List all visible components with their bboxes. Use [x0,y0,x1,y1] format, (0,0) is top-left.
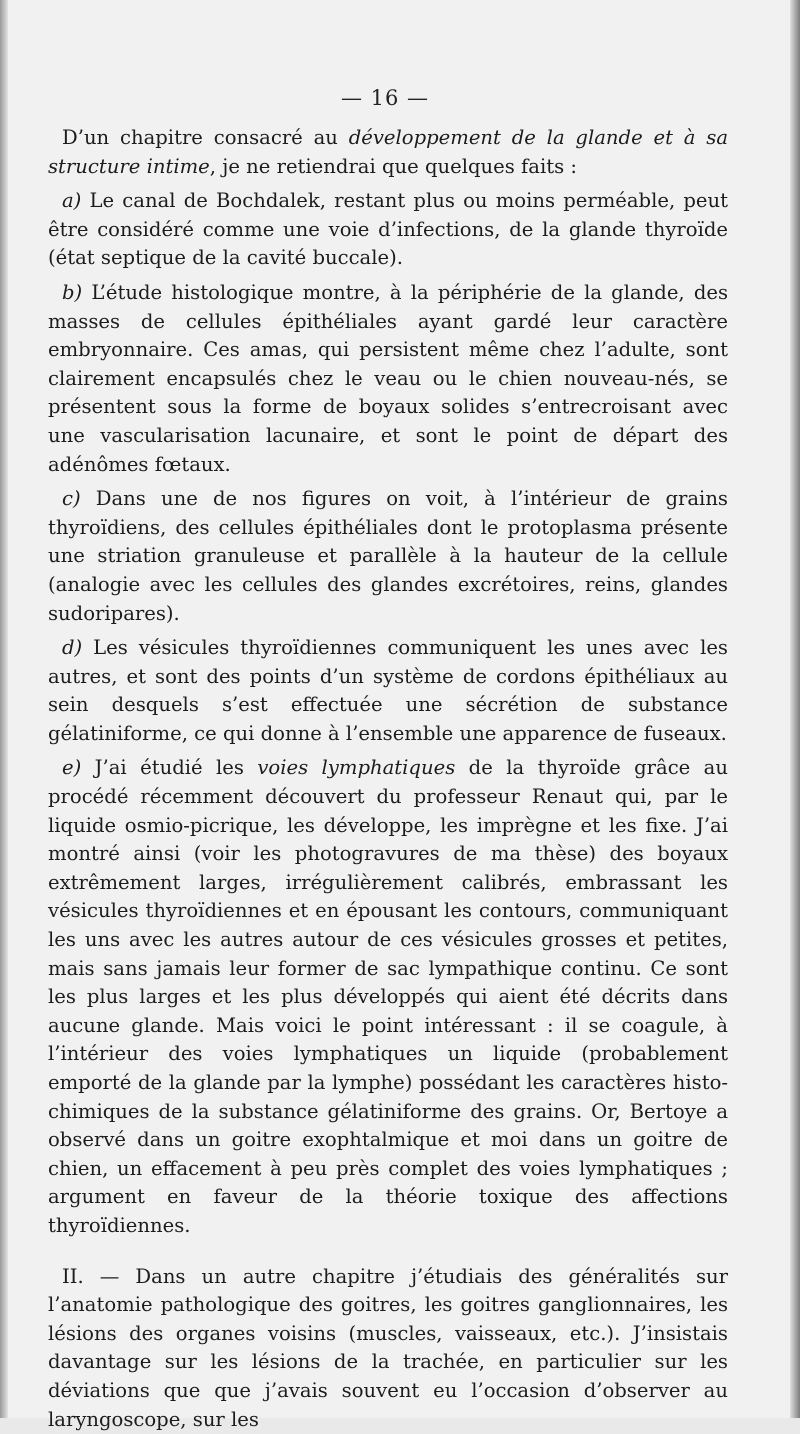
paragraph-item-c [48,485,728,628]
paragraph-marker: e) [62,756,82,780]
paragraph-item-b [48,279,728,479]
page-number: — 16 — [340,86,430,110]
text-run: J’ai étudié les [94,756,258,780]
paragraph-item-d [48,634,728,748]
text-run: Dans une de nos figures on voit, à l’intérieur de grains thyroïdiens, des cellules épithéliales dont le protoplasma présente une striation granuleuse et parallèle à la hauteur de la cellule (analogie avec les cellules des glandes excrétoires, reins, glandes sudoripares). [48,487,728,625]
text-run: Les vésicules thyroïdiennes communiquent les unes avec les autres, et sont des points d’un système de cordons épithéliaux au sein desquels s’est effectuée une sécrétion de substance gélatiniforme, ce qui donne à l’ensemble une apparence de fuseaux. [48,636,728,745]
text-run: , je ne retiendrai que quelques faits : [209,154,577,178]
text-run: de la thyroïde grâce au procédé récemment découvert du professeur Renaut qui, par le liquide osmio-picrique, les développe, les imprègne et les fixe. J’ai montré ainsi (voir les photogravures de ma thèse) des boyaux extrêmement larges, irrégulièrement calibrés, embrassant les vésicules thyroïdiennes et en épousant les contours, communiquant les uns avec les autres autour de ces vésicules grosses et petites, mais sans jamais leur former de sac lympathique continu. Ce sont les plus larges et les plus développés qui aient été décrits dans aucune glande. Mais voici le point intéressant : il se coagule, à l’intérieur des voies lymphatiques un liquide (probablement emporté de la glande par la lymphe) possédant les caractères histo-chimiques de la substance gélatiniforme des grains. Or, Bertoye a observé dans un goitre exophtalmique et moi dans un goitre de chien, un effacement à peu près complet des voies lymphatiques ; argument en faveur de la théorie toxique des affections thyroïdiennes. [48,756,728,1237]
paragraph-marker: a) [62,189,82,213]
paragraph-intro [48,124,728,181]
paragraph-item-a [48,187,728,273]
paragraph-marker: c) [62,487,81,511]
paragraph-section-ii [48,1263,728,1434]
text-run: Dans un autre chapitre j’étudiais des généralités sur l’anatomie pathologique des goitres, les goitres ganglionnaires, les lésions des organes voisins (muscles, vaisseaux, etc.). J’insistais davantage sur les lésions de la trachée, en particulier sur les déviations que que j’avais souvent eu l’occasion d’observer au laryngoscope, sur les [48,1264,729,1431]
text-run: L’étude histologique montre, à la périphérie de la glande, des masses de cellules épithéliales ayant gardé leur caractère embryonnaire. Ces amas, qui persistent même chez l’adulte, sont clairement encapsulés chez le veau ou le chien nouveau-nés, se présentent sous la forme de boyaux solides s’entrecroisant avec une vascularisation lacunaire, et sont le point de départ des adénômes fœtaux. [48,280,729,476]
body-text [48,124,728,1434]
paragraph-item-e [48,754,728,1240]
text-run: D’un chapitre consacré au [62,126,349,149]
paragraph-marker: II. — [62,1264,120,1288]
paragraph-marker: d) [62,636,83,660]
italic-text: voies lymphatiques [257,756,456,780]
text-run: Le canal de Bochdalek, restant plus ou moins perméable, peut être considéré comme une voie d’infections, de la glande thyroïde (état septique de la cavité buccale). [48,189,728,270]
italic-text: développement de la glande et à sa structure intime [48,126,728,178]
paragraph-marker: b) [62,280,83,304]
